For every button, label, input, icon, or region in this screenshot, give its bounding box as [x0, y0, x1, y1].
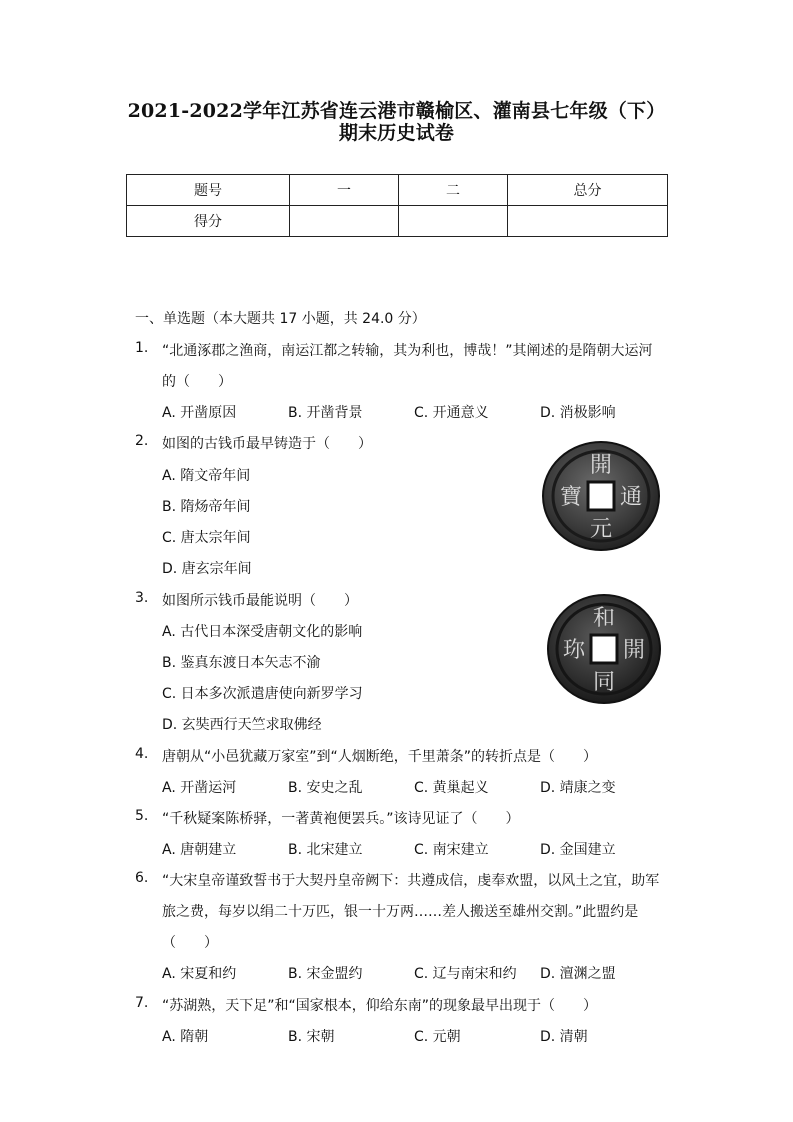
score-header-cell: 题号 — [127, 175, 290, 206]
score-cell — [399, 206, 508, 237]
option-a[interactable]: A. 开凿运河 — [162, 780, 237, 796]
option-d[interactable]: D. 清朝 — [540, 1029, 588, 1045]
option-c[interactable]: C. 南宋建立 — [414, 842, 489, 858]
question-text: 旅之费，每岁以绢二十万匹，银一十万两……差人搬送至雄州交割。”此盟约是 — [162, 904, 639, 920]
option-b[interactable]: B. 宋金盟约 — [288, 966, 363, 982]
question-text: 的（ ） — [162, 374, 232, 390]
question-text: （ ） — [162, 935, 218, 951]
coin-char: 珎 — [562, 638, 586, 663]
title-line-1: 2021-2022学年江苏省连云港市赣榆区、灌南县七年级（下） — [127, 100, 666, 122]
option-a[interactable]: A. 唐朝建立 — [162, 842, 237, 858]
coin-char: 和 — [592, 606, 616, 631]
option-a[interactable]: A. 隋朝 — [162, 1029, 209, 1045]
score-cell — [290, 206, 399, 237]
question-number: 4. — [135, 746, 149, 762]
option-a[interactable]: A. 宋夏和约 — [162, 966, 237, 982]
title-line-2: 期末历史试卷 — [338, 122, 455, 144]
option-b[interactable]: B. 安史之乱 — [288, 780, 363, 796]
option-c[interactable]: C. 开通意义 — [414, 405, 489, 421]
option-c[interactable]: C. 辽与南宋和约 — [414, 966, 517, 982]
option-a[interactable]: A. 隋文帝年间 — [162, 468, 251, 484]
option-d[interactable]: D. 消极影响 — [540, 405, 616, 421]
question-text: 唐朝从“小邑犹藏万家室”到“人烟断绝，千里萧条”的转折点是（ ） — [162, 749, 598, 765]
question-text: 如图所示钱币最能说明（ ） — [162, 593, 358, 609]
question-text: “苏湖熟，天下足”和“国家根本，仰给东南”的现象最早出现于（ ） — [162, 998, 598, 1014]
option-d[interactable]: D. 金国建立 — [540, 842, 616, 858]
question-text: 如图的古钱币最早铸造于（ ） — [162, 436, 372, 452]
coin-char: 開 — [589, 453, 613, 478]
score-table-header-row — [127, 175, 668, 206]
option-c[interactable]: C. 日本多次派遣唐使向新罗学习 — [162, 686, 363, 702]
score-header-cell: 二 — [399, 175, 508, 206]
coin-char: 寶 — [559, 485, 583, 510]
score-header-cell: 总分 — [508, 175, 668, 206]
score-row-label: 得分 — [127, 206, 290, 237]
coin-char: 同 — [592, 670, 616, 695]
option-b[interactable]: B. 鉴真东渡日本矢志不渝 — [162, 655, 321, 671]
wado-kaichin-coin-icon — [546, 593, 662, 705]
question-text: “大宋皇帝谨致誓书于大契丹皇帝阙下：共遵成信，虔奉欢盟，以风土之宜，助军 — [162, 873, 660, 889]
question-text: “千秋疑案陈桥驿，一著黄袍便罢兵。”该诗见证了（ ） — [162, 811, 520, 827]
section-heading: 一、单选题（本大题共 17 小题，共 24.0 分） — [135, 311, 426, 327]
question-number: 7. — [135, 995, 149, 1011]
option-b[interactable]: B. 宋朝 — [288, 1029, 335, 1045]
score-table — [126, 174, 668, 237]
option-b[interactable]: B. 隋炀帝年间 — [162, 499, 251, 515]
option-d[interactable]: D. 澶渊之盟 — [540, 966, 616, 982]
question-text: “北通涿郡之渔商，南运江都之转输，其为利也，博哉！”其阐述的是隋朝大运河 — [162, 343, 653, 359]
score-header-cell: 一 — [290, 175, 399, 206]
option-a[interactable]: A. 古代日本深受唐朝文化的影响 — [162, 624, 363, 640]
option-c[interactable]: C. 元朝 — [414, 1029, 461, 1045]
score-table-score-row — [127, 206, 668, 237]
option-a[interactable]: A. 开凿原因 — [162, 405, 237, 421]
coin-char: 開 — [622, 638, 646, 663]
score-cell — [508, 206, 668, 237]
option-d[interactable]: D. 唐玄宗年间 — [162, 561, 252, 577]
kaiyuan-tongbao-coin-icon — [541, 440, 661, 552]
option-c[interactable]: C. 唐太宗年间 — [162, 530, 251, 546]
option-d[interactable]: D. 靖康之变 — [540, 780, 616, 796]
question-number: 5. — [135, 808, 149, 824]
option-b[interactable]: B. 开凿背景 — [288, 405, 363, 421]
option-c[interactable]: C. 黄巢起义 — [414, 780, 489, 796]
question-number: 2. — [135, 433, 149, 449]
coin-char: 通 — [619, 485, 643, 510]
option-b[interactable]: B. 北宋建立 — [288, 842, 363, 858]
option-d[interactable]: D. 玄奘西行天竺求取佛经 — [162, 717, 322, 733]
question-number: 6. — [135, 870, 149, 886]
coin-char: 元 — [589, 517, 613, 542]
question-number: 1. — [135, 340, 149, 356]
question-number: 3. — [135, 590, 149, 606]
